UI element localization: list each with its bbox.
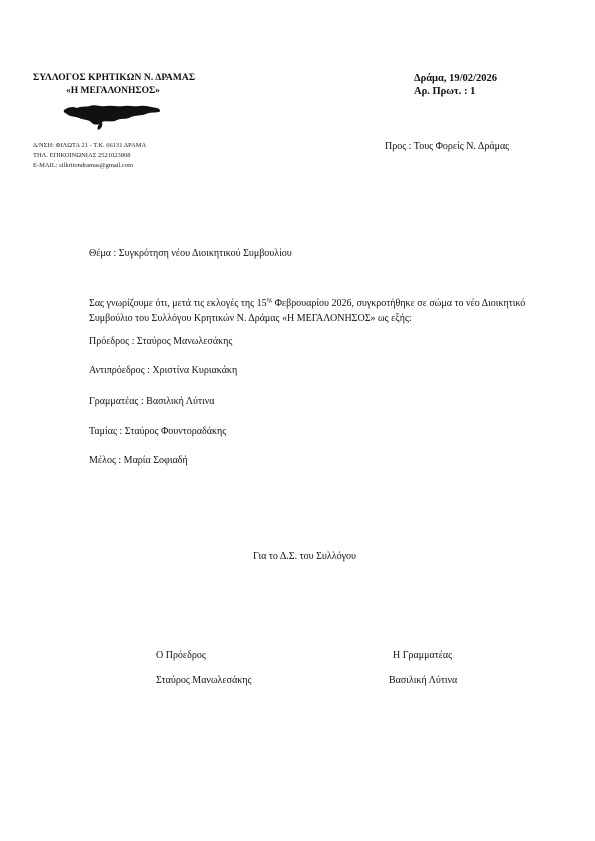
ordinal-superscript: ης [266,297,273,304]
body-paragraph [89,296,529,326]
board-member-treasurer: Ταμίας : Σταύρος Φουντοραδάκης [89,426,227,437]
document-date: Δράμα, 19/02/2026 [414,73,497,84]
protocol-number: Αρ. Πρωτ. : 1 [414,86,476,97]
signature-right-name: Βασιλική Λύτινα [389,675,458,686]
crete-shape [64,105,160,124]
organization-name: ΣΥΛΛΟΓΟΣ ΚΡΗΤΙΚΩΝ Ν. ΔΡΑΜΑΣ [33,73,196,83]
closing-line: Για το Δ.Σ. του Συλλόγου [253,551,356,562]
contact-phone: ΤΗΛ. ΕΠΙΚΟΙΝΩΝΙΑΣ 2521023808 [33,152,131,159]
signature-left-role: Ο Πρόεδρος [156,650,206,661]
subject-line: Θέμα : Συγκρότηση νέου Διοικητικού Συμβουλίου [89,248,292,259]
body-text-start: Σας γνωρίζουμε ότι, μετά τις εκλογές της 15 [89,298,267,309]
organization-nickname: «Η ΜΕΓΑΛΟΝΗΣΟΣ» [66,86,160,96]
board-member-president: Πρόεδρος : Σταύρος Μανωλεσάκης [89,336,233,347]
board-member-secretary: Γραμματέας : Βασιλική Λύτινα [89,396,215,407]
recipient-line: Προς : Τους Φορείς Ν. Δράμας [385,141,510,152]
crete-island-silhouette-icon [62,101,162,131]
contact-address: Δ/ΝΣΗ: ΦΙΛΩΤΑ 21 - Τ.Κ. 66131 ΔΡΑΜΑ [33,142,147,149]
contact-email: E-MAIL: silkritondramas@gmail.com [33,162,134,169]
board-member-vice-president: Αντιπρόεδρος : Χριστίνα Κυριακάκη [89,365,238,376]
body-text-end: Φεβρουαρίου 2026, συγκροτήθηκε σε σώμα το νέο Διοικητικό Συμβούλιο του Συλλόγου Κρητικών Ν. Δράμας «Η ΜΕΓΑΛΟΝΗΣΟΣ» ως εξής: [89,298,526,324]
signature-left-name: Σταύρος Μανωλεσάκης [156,675,252,686]
board-member-member: Μέλος : Μαρία Σοφιαδή [89,455,188,466]
signature-right-role: Η Γραμματέας [393,650,453,661]
